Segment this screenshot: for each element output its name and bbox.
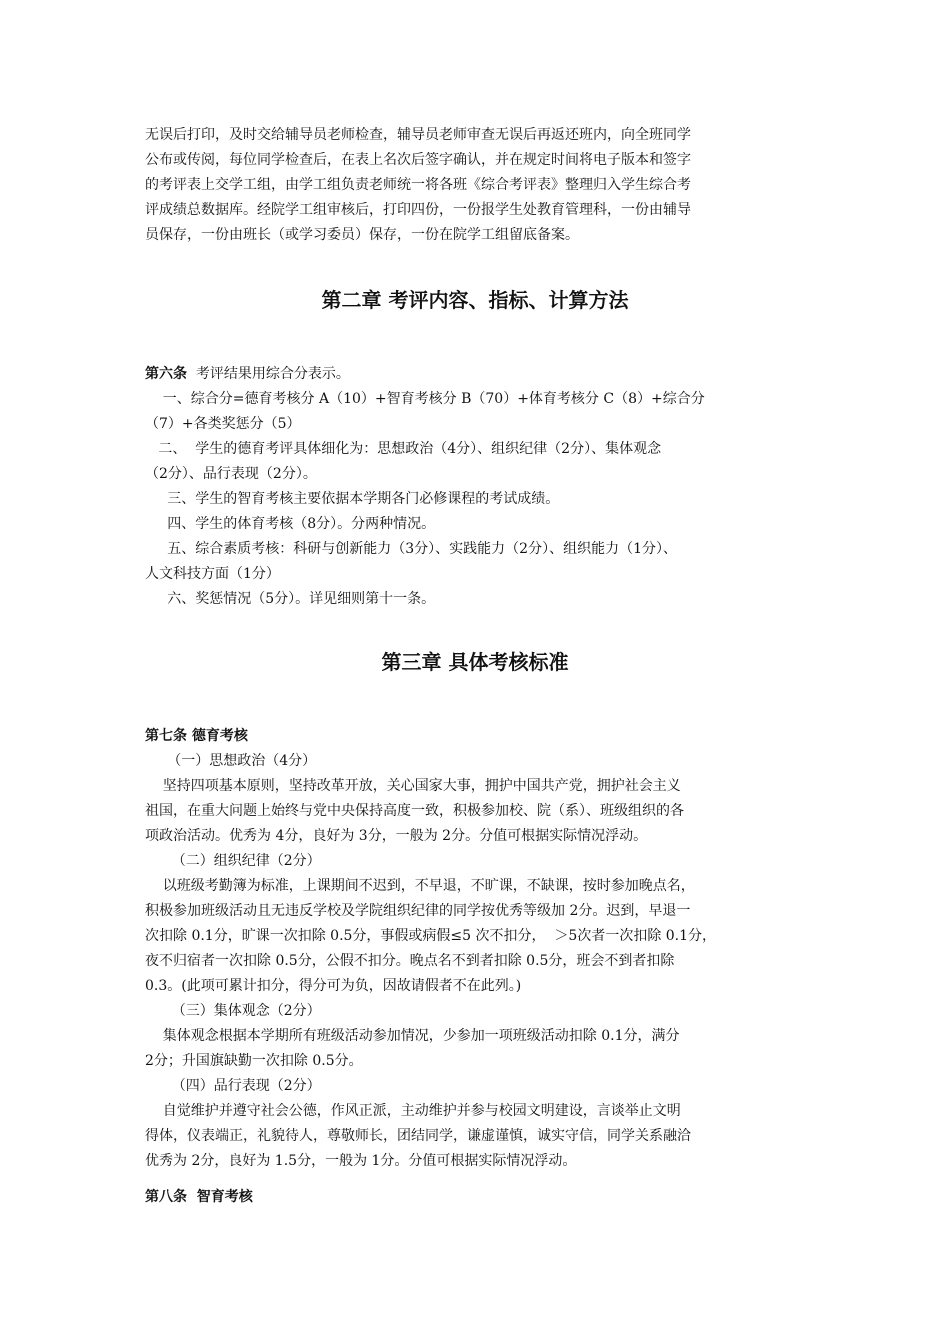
- chapter-2-title: 第二章 考评内容、指标、计算方法: [321, 288, 629, 312]
- chapter-3-line: 优秀为 2分，良好为 1.5分，一般为 1分。分值可根据实际情况浮动。: [145, 1153, 577, 1169]
- article-7-heading: [145, 724, 810, 749]
- chapter-3-line: 集体观念根据本学期所有班级活动参加情况，少参加一项班级活动扣除 0.1分，满分: [145, 1028, 680, 1044]
- article-8-text: 智育考核: [187, 1189, 253, 1205]
- intro-line: 的考评表上交学工组，由学工组负责老师统一将各班《综合考评表》整理归入学生综合考: [145, 177, 691, 193]
- chapter-3-line: 项政治活动。优秀为 4分，良好为 3分，一般为 2分。分值可根据实际情况浮动。: [145, 828, 648, 844]
- article-6-text: 考评结果用综合分表示。: [187, 366, 350, 382]
- chapter-3-title: 第三章 具体考核标准: [381, 650, 569, 674]
- chapter-3-line: 得体，仪表端正，礼貌待人，尊敬师长，团结同学，谦虚谨慎，诚实守信，同学关系融洽: [145, 1128, 691, 1144]
- chapter-3-line: 2分；升国旗缺勤一次扣除 0.5分。: [145, 1053, 363, 1069]
- chapter-2-body: [145, 362, 810, 612]
- intro-line: 员保存，一份由班长（或学习委员）保存，一份在院学工组留底备案。: [145, 227, 579, 243]
- chapter-3-line: （四）品行表现（2分）: [145, 1078, 321, 1094]
- article-8-label: 第八条: [145, 1189, 187, 1205]
- chapter-2-line: 三、学生的智育考核主要依据本学期各门必修课程的考试成绩。: [145, 491, 560, 507]
- chapter-2-line: （7）+各类奖惩分（5）: [145, 416, 301, 432]
- chapter-3-line: （二）组织纪律（2分）: [145, 853, 321, 869]
- chapter-3-body: [145, 724, 810, 1174]
- chapter-2-line: 人文科技方面（1分）: [145, 566, 280, 582]
- chapter-3-line: （一）思想政治（4分）: [145, 753, 317, 769]
- intro-paragraph: [145, 123, 810, 248]
- intro-line: 公布或传阅，每位同学检查后，在表上名次后签字确认，并在规定时间将电子版本和签字: [145, 152, 691, 168]
- article-8-block: [145, 1185, 810, 1210]
- chapter-3-line: 坚持四项基本原则，坚持改革开放，关心国家大事，拥护中国共产党，拥护社会主义: [145, 778, 681, 794]
- chapter-3-line: 0.3。(此项可累计扣分，得分可为负，因故请假者不在此列。): [145, 978, 522, 994]
- chapter-2-line: 六、奖惩情况（5分）。详见细则第十一条。: [145, 591, 436, 607]
- chapter-3-line: 夜不归宿者一次扣除 0.5分，公假不扣分。晚点名不到者扣除 0.5分，班会不到者扣除: [145, 953, 675, 969]
- chapter-2-line: （2分）、品行表现（2分）。: [145, 466, 317, 482]
- article-8-heading: [145, 1185, 810, 1210]
- article-7-text: 德育考核: [187, 728, 248, 744]
- chapter-3-line: 次扣除 0.1分，旷课一次扣除 0.5分，事假或病假≤5 次不扣分， ＞5次者一次扣除 0.1分，: [145, 928, 717, 944]
- article-6-heading: [145, 362, 810, 387]
- chapter-3-line: 积极参加班级活动且无违反学校及学院组织纪律的同学按优秀等级加 2分。迟到，早退一: [145, 903, 691, 919]
- article-6-label: 第六条: [145, 366, 187, 382]
- chapter-2-line: 二、 学生的德育考评具体细化为：思想政治（4分）、组织纪律（2分）、集体观念: [145, 441, 662, 457]
- chapter-2-line: 一、综合分=德育考核分 A（10）+智育考核分 B（70）+体育考核分 C（8）+综合分: [145, 391, 705, 407]
- chapter-2-line: 五、综合素质考核：科研与创新能力（3分）、实践能力（2分）、组织能力（1分）、: [145, 541, 677, 557]
- chapter-3-line: 自觉维护并遵守社会公德，作风正派，主动维护并参与校园文明建设，言谈举止文明: [145, 1103, 681, 1119]
- chapter-3-line: （三）集体观念（2分）: [145, 1003, 321, 1019]
- chapter-3-line: 以班级考勤簿为标准，上课期间不迟到，不早退，不旷课，不缺课，按时参加晚点名，: [145, 878, 695, 894]
- chapter-3-line: 祖国，在重大问题上始终与党中央保持高度一致，积极参加校、院（系）、班级组织的各: [145, 803, 684, 819]
- intro-line: 评成绩总数据库。经院学工组审核后，打印四份，一份报学生处教育管理科，一份由辅导: [145, 202, 691, 218]
- intro-line: 无误后打印，及时交给辅导员老师检查，辅导员老师审查无误后再返还班内，向全班同学: [145, 127, 691, 143]
- chapter-2-line: 四、学生的体育考核（8分）。分两种情况。: [145, 516, 436, 532]
- article-7-label: 第七条: [145, 728, 187, 744]
